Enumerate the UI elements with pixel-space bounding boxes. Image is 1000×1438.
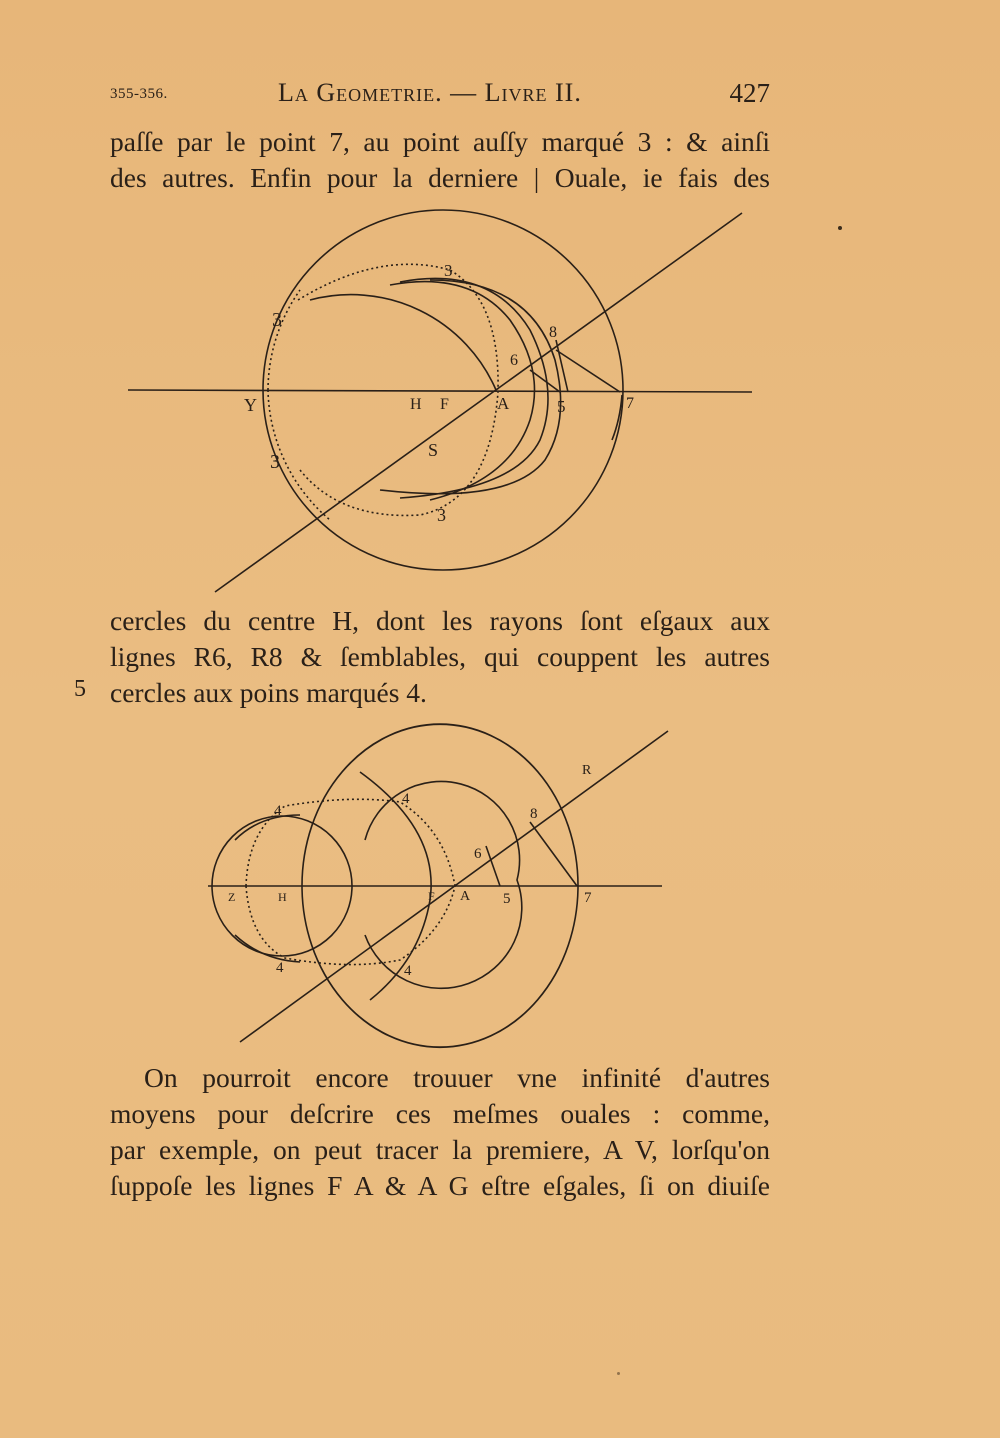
header-title: La Geometrie. — Livre II. <box>278 78 582 107</box>
margin-line-number: 5 <box>74 676 86 702</box>
paper-speck <box>617 1372 620 1375</box>
label-5: 5 <box>503 891 511 907</box>
middle-circle <box>365 781 522 988</box>
arc <box>235 935 300 962</box>
text-line: On pourroit encore trouuer vne infinité d'autres <box>144 1062 770 1093</box>
label-a: A <box>460 889 471 904</box>
page-number: 427 <box>729 78 770 108</box>
label-y: Y <box>244 395 257 415</box>
label-8: 8 <box>549 324 557 341</box>
label-s: S <box>428 440 439 460</box>
label-4-lower-middle: 4 <box>404 963 412 979</box>
label-a: A <box>497 394 510 413</box>
text-line: cercles aux poins marqués 4. <box>110 677 427 708</box>
label-5: 5 <box>557 397 566 416</box>
text-line: paſſe par le point 7, au point auſſy marqué 3 : & ainſi <box>110 126 770 157</box>
text-line: ſuppoſe les lignes F A & A G eſtre eſgales, ſi on diuiſe <box>110 1170 770 1201</box>
label-3-left-upper: 3 <box>272 309 282 331</box>
header-page-range: 355-356. <box>110 86 168 102</box>
text-line: lignes R6, R8 & ſemblables, qui couppent les autres <box>110 641 770 672</box>
label-f: F <box>428 889 435 903</box>
label-6: 6 <box>510 352 518 369</box>
label-h: H <box>410 396 422 413</box>
label-6: 6 <box>474 846 482 862</box>
label-7: 7 <box>584 890 592 906</box>
paper-speck <box>838 226 842 230</box>
text-line: moyens pour deſcrire ces meſmes ouales : comme, <box>110 1098 770 1129</box>
label-f: F <box>440 396 449 413</box>
label-8: 8 <box>530 806 538 822</box>
label-4-upper-middle: 4 <box>402 791 410 807</box>
label-3-bottom: 3 <box>437 505 446 525</box>
label-z: Z <box>228 890 236 904</box>
label-3-left-lower: 3 <box>270 451 280 473</box>
label-h: H <box>278 890 287 904</box>
label-4-upper-left: 4 <box>274 803 282 819</box>
label-3-top: 3 <box>444 261 453 280</box>
text-block-3 <box>110 1060 770 1204</box>
label-4-lower-left: 4 <box>276 960 284 976</box>
label-r: R <box>582 763 592 778</box>
label-7: 7 <box>626 395 634 412</box>
text-line: cercles du centre H, dont les rayons ſont eſgaux aux <box>110 605 770 636</box>
construction-line <box>486 846 500 886</box>
text-line: des autres. Enfin pour la derniere | Ouale, ie fais des <box>110 162 770 193</box>
text-line: par exemple, on peut tracer la premiere, A V, lorſqu'on <box>110 1134 770 1165</box>
